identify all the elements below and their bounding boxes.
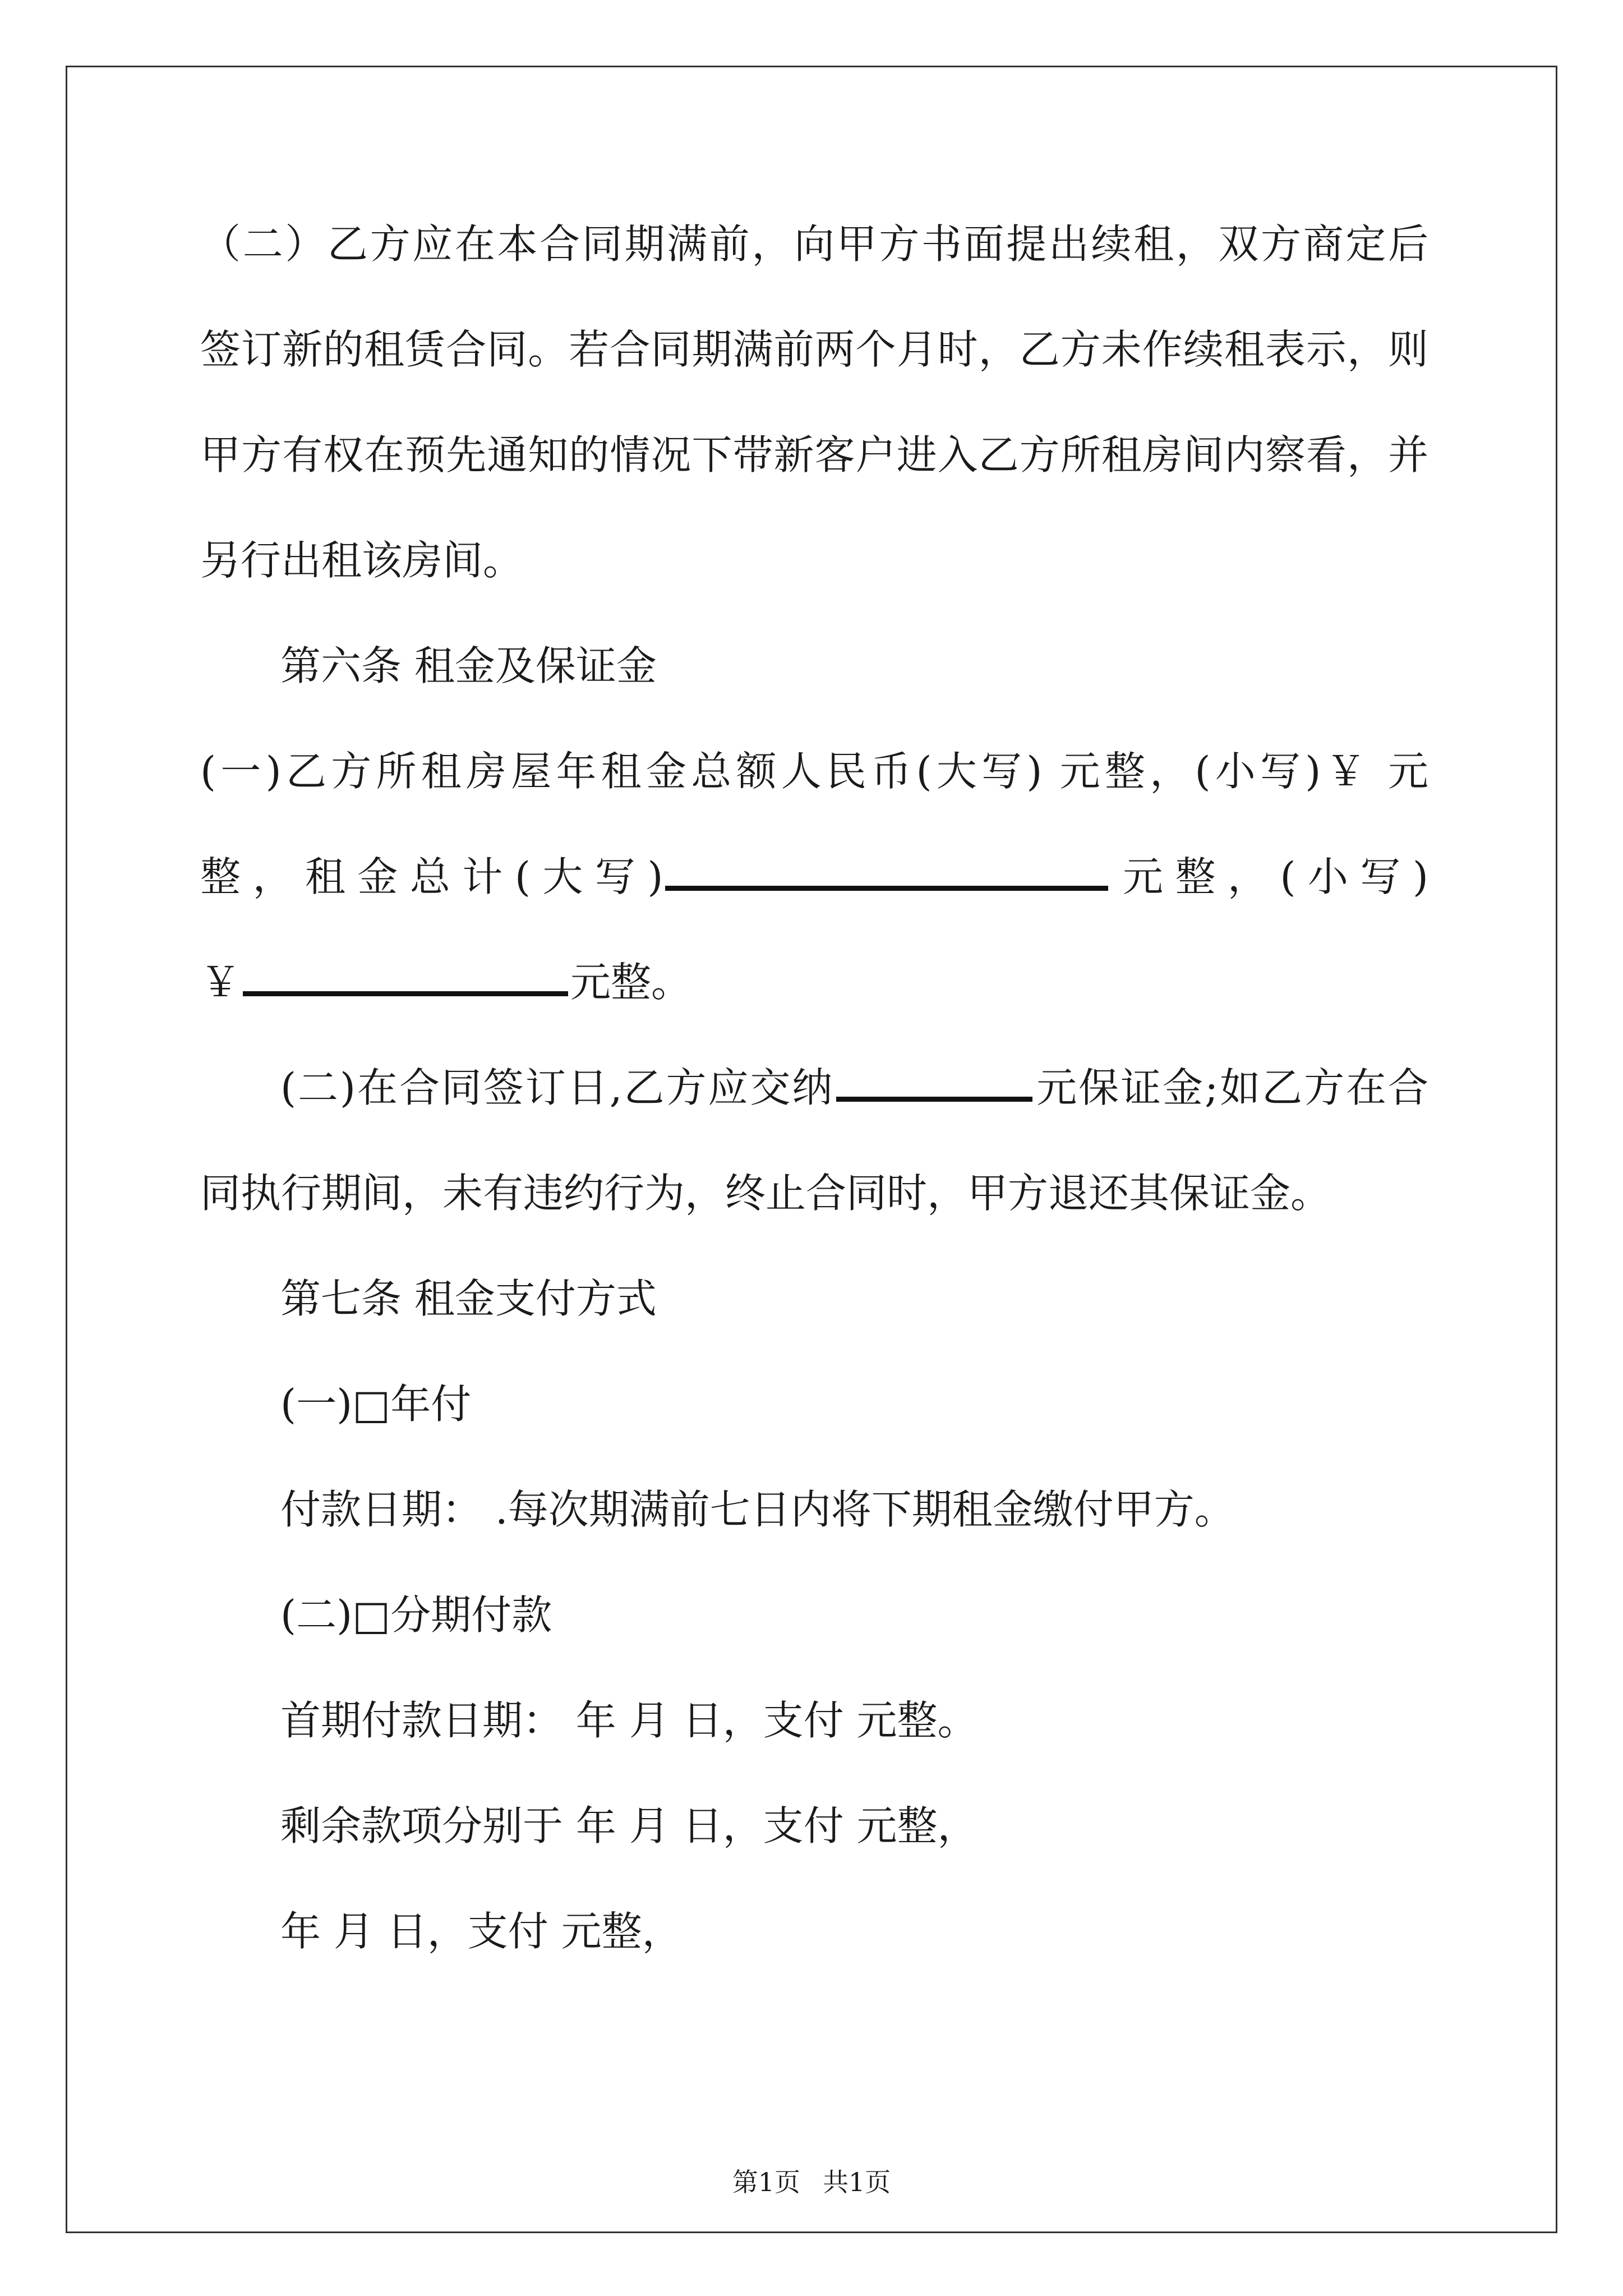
paragraph-line: 甲方有权在预先通知的情况下带新客户进入乙方所租房间内察看，并	[200, 431, 1428, 478]
page-footer	[0, 2165, 1623, 2199]
paragraph-line: (二)□分期付款	[280, 1591, 552, 1639]
paragraph-line: (一)乙方所租房屋年租金总额人民币(大写) 元整，(小写)￥ 元	[200, 748, 1428, 795]
paragraph-line: 整，租金总计(大写) 元整，(小写)	[200, 853, 1429, 900]
paragraph-line: 付款日期： .每次期满前七日内将下期租金缴付甲方。	[280, 1486, 1235, 1533]
paragraph-line: (二)在合同签订日,乙方应交纳 元保证金;如乙方在合	[280, 1064, 1428, 1111]
paragraph-line: ￥ 元整。	[200, 959, 692, 1006]
paragraph-line: 年 月 日，支付 元整，	[280, 1908, 683, 1955]
section-heading: 第六条 租金及保证金	[280, 642, 657, 689]
paragraph-line: (一)□年付	[280, 1381, 472, 1428]
fill-blank	[665, 852, 1108, 891]
paragraph-line: 首期付款日期： 年 月 日，支付 元整。	[280, 1697, 978, 1744]
paragraph-line: 另行出租该房间。	[200, 537, 524, 584]
page-total: 共1页	[823, 2167, 891, 2197]
section-heading: 第七条 租金支付方式	[280, 1275, 657, 1322]
fill-blank	[243, 958, 568, 996]
paragraph-line: 同执行期间，未有违约行为，终止合同时，甲方退还其保证金。	[200, 1170, 1331, 1217]
paragraph-line: 签订新的租赁合同。若合同期满前两个月时，乙方未作续租表示，则	[200, 326, 1428, 373]
paragraph-line: （二）乙方应在本合同期满前，向甲方书面提出续租，双方商定后	[200, 220, 1428, 268]
fill-blank	[836, 1063, 1032, 1102]
paragraph-line: 剩余款项分别于 年 月 日，支付 元整，	[280, 1802, 978, 1849]
page-number: 第1页	[732, 2167, 800, 2197]
